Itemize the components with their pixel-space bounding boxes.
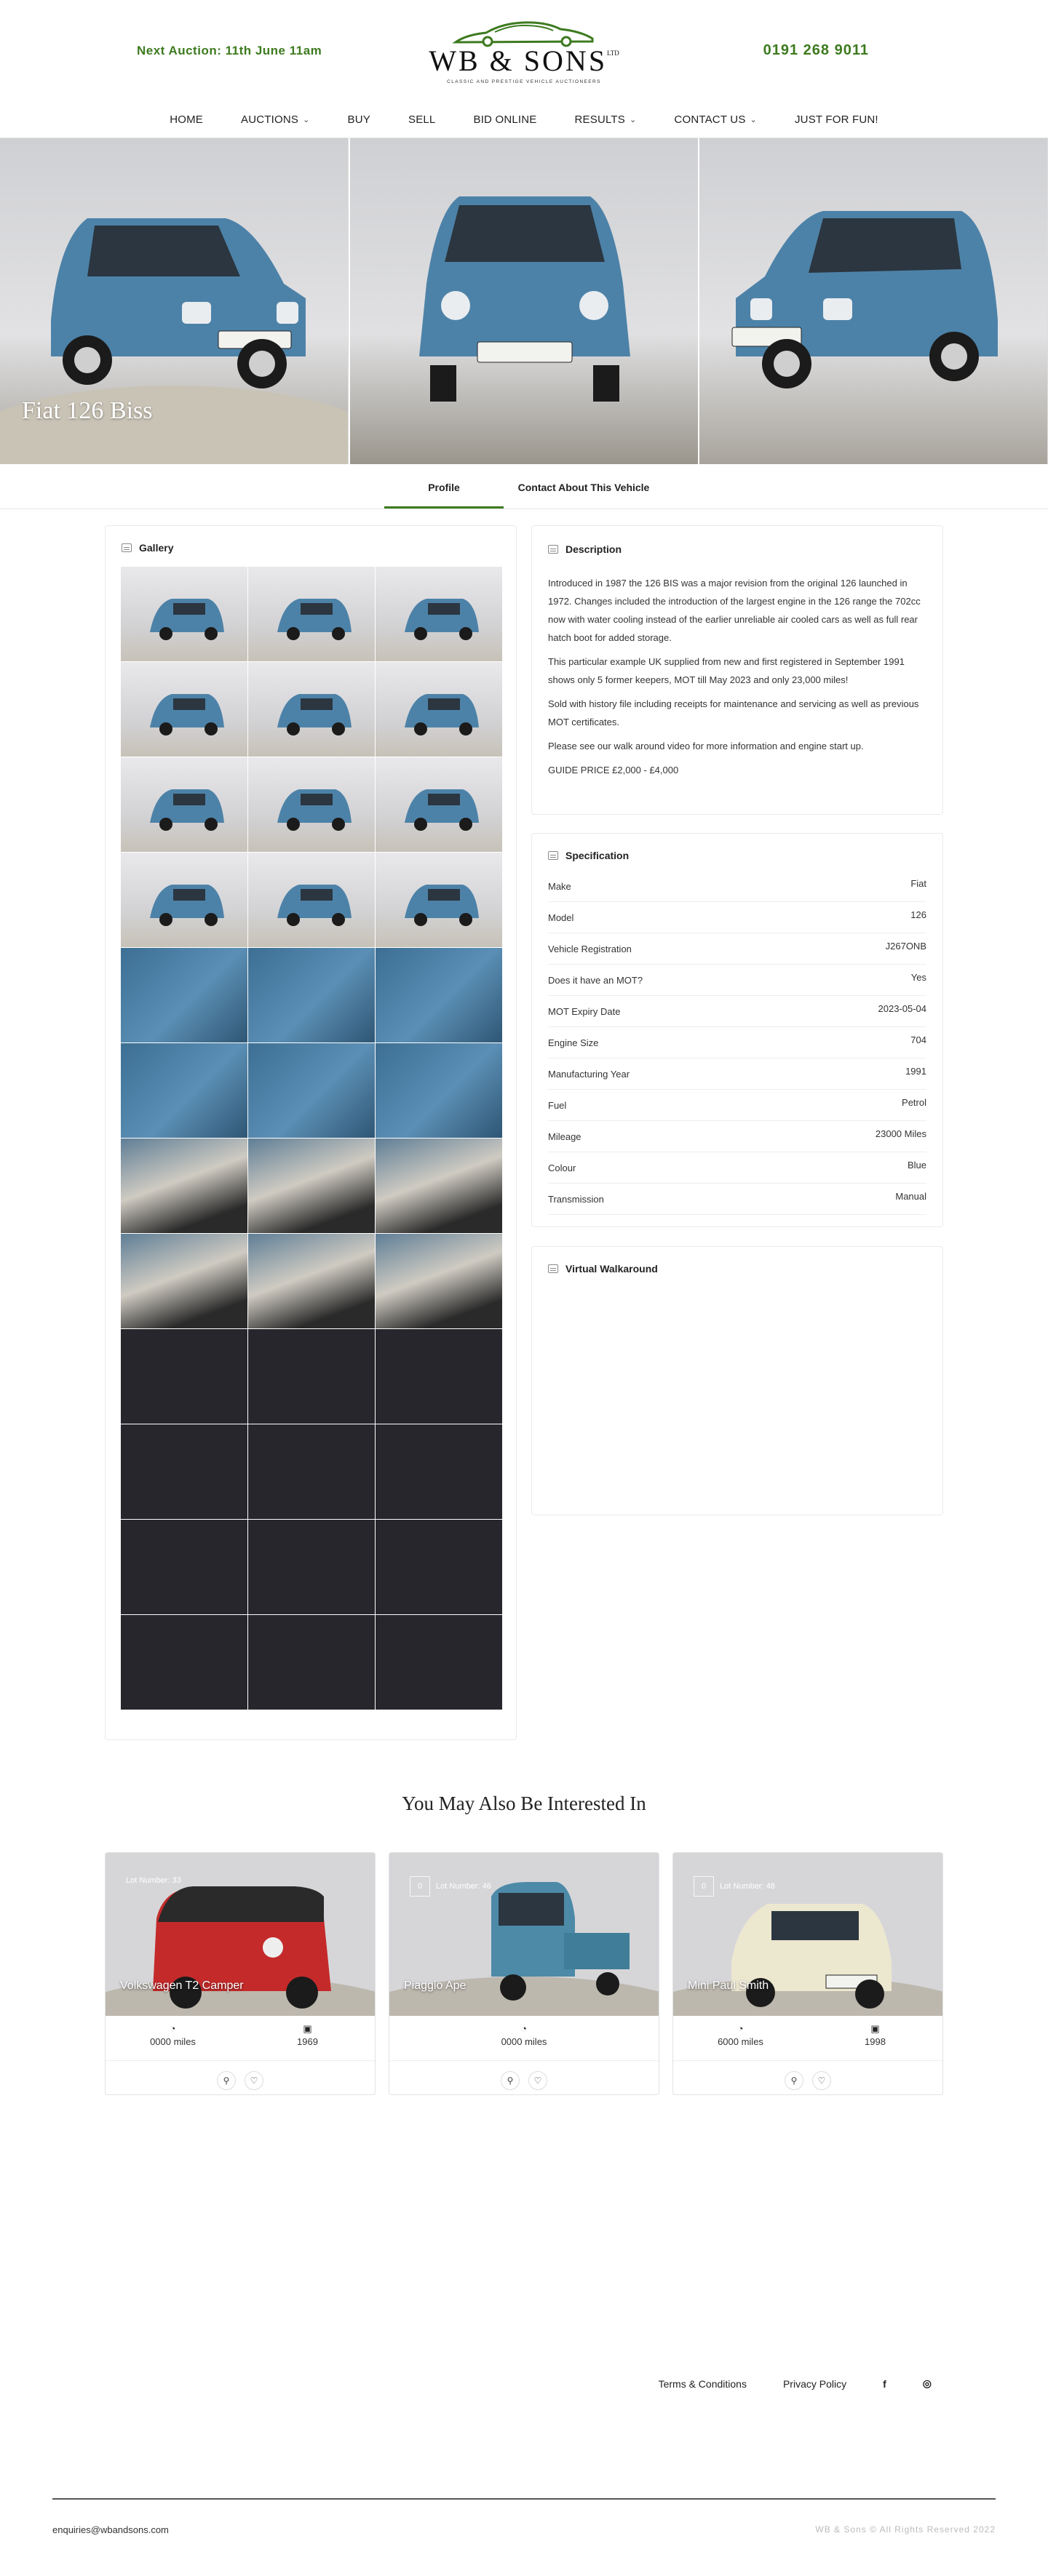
footer-links: [659, 2377, 932, 2390]
gallery-thumbnail-placeholder[interactable]: [248, 1520, 375, 1614]
spec-value: J267ONB: [885, 940, 926, 952]
gallery-thumbnail[interactable]: [376, 948, 502, 1042]
specification-card: [531, 833, 943, 1227]
mileage-value: 0000 miles: [501, 2036, 547, 2047]
spec-value: 2023-05-04: [878, 1002, 926, 1014]
list-icon: [548, 545, 558, 554]
spec-label: Colour: [548, 1162, 576, 1173]
car-thumbnail-graphic: [121, 853, 247, 947]
nav-item-bid-online[interactable]: [454, 113, 555, 126]
nav-item-just-for-fun[interactable]: [776, 113, 897, 126]
gallery-thumbnail[interactable]: [248, 757, 375, 852]
next-auction-text[interactable]: Next Auction: 11th June 11am: [137, 44, 322, 57]
logo-ltd: LTD: [607, 49, 619, 57]
gallery-thumbnail[interactable]: [248, 853, 375, 947]
gallery-thumbnail[interactable]: [376, 757, 502, 852]
gallery-thumbnail-placeholder[interactable]: [376, 1615, 502, 1710]
description-paragraph: Introduced in 1987 the 126 BIS was a major revision from the original 126 launched in 1972. Changes included the introduction of the largest engine in the 126 range the 702cc now with water cooling instead of the earlier unreliable air cooled cars as well as full rear hatch boot for added storage.: [548, 578, 921, 643]
specification-table: [548, 871, 926, 1215]
gallery-thumbnail-placeholder[interactable]: [121, 1424, 247, 1519]
nav-item-label: AUCTIONS: [241, 113, 299, 126]
lot-number: Lot Number: 33: [126, 1876, 181, 1885]
gallery-thumbnail[interactable]: [248, 1139, 375, 1233]
car-thumbnail-graphic: [121, 662, 247, 757]
car-thumbnail-graphic: [248, 853, 375, 947]
image-icon: [122, 543, 132, 552]
spec-row: [548, 1027, 926, 1058]
video-icon: [548, 1264, 558, 1273]
hero-image-front-right[interactable]: [698, 138, 1048, 464]
spec-value: 704: [910, 1034, 926, 1045]
spec-label: Fuel: [548, 1099, 567, 1111]
chevron-down-icon: ⌄: [750, 116, 757, 124]
gallery-thumbnail[interactable]: [248, 948, 375, 1042]
year-cell: [240, 2016, 375, 2060]
gallery-thumbnail[interactable]: [121, 853, 247, 947]
calendar-icon: ▣: [870, 2023, 880, 2034]
description-header: [548, 543, 926, 555]
nav-item-results[interactable]: [556, 113, 656, 126]
related-card-image[interactable]: [673, 1853, 942, 2016]
spec-row: [548, 1058, 926, 1090]
spec-value: Fiat: [910, 877, 926, 889]
heart-icon[interactable]: ♡: [245, 2071, 263, 2090]
spec-value: Blue: [907, 1159, 926, 1171]
gallery-thumbnail[interactable]: [248, 1043, 375, 1138]
chevron-down-icon: ⌄: [303, 116, 310, 124]
instagram-icon[interactable]: ◎: [922, 2377, 932, 2389]
spec-row: [548, 965, 926, 996]
gallery-thumbnail-placeholder[interactable]: [376, 1329, 502, 1424]
spec-label: MOT Expiry Date: [548, 1005, 621, 1017]
walkaround-title: Virtual Walkaround: [565, 1263, 658, 1275]
gallery-card: [105, 525, 517, 1740]
gallery-thumbnail[interactable]: [248, 567, 375, 661]
terms-link[interactable]: Terms & Conditions: [658, 2377, 747, 2390]
lot-badge: [410, 1876, 491, 1897]
description-paragraph: This particular example UK supplied from new and first registered in September 1991 shows only 5 former keepers, MOT till May 2023 and only 23,000 miles!: [548, 656, 905, 685]
spec-value: 23000 Miles: [875, 1128, 926, 1139]
gallery-thumbnail[interactable]: [121, 948, 247, 1042]
specification-title: Specification: [565, 850, 630, 861]
lot-badge: [126, 1876, 181, 1885]
tab-profile[interactable]: Profile: [384, 464, 504, 509]
gallery-header: [122, 542, 173, 554]
site-header: [0, 0, 1048, 138]
zoom-icon[interactable]: ⚲: [785, 2071, 803, 2090]
nav-item-sell[interactable]: [389, 113, 455, 126]
footer-divider: [52, 2498, 996, 2500]
related-card-image[interactable]: [389, 1853, 659, 2016]
gallery-thumbnail-placeholder[interactable]: [376, 1424, 502, 1519]
gallery-thumbnail[interactable]: [121, 662, 247, 757]
car-thumbnail-graphic: [248, 757, 375, 852]
car-thumbnail-graphic: [121, 567, 247, 661]
spec-row: [548, 933, 926, 965]
gallery-thumbnail[interactable]: [121, 1139, 247, 1233]
related-card-meta: [389, 2016, 659, 2061]
tab-contact-about-vehicle[interactable]: Contact About This Vehicle: [517, 482, 650, 493]
gallery-thumbnail[interactable]: [121, 757, 247, 852]
facebook-icon[interactable]: f: [883, 2377, 886, 2390]
spec-row: [548, 871, 926, 902]
car-thumbnail-graphic: [376, 662, 502, 757]
spec-label: Model: [548, 912, 574, 923]
related-card-image[interactable]: [106, 1853, 375, 2016]
logo-wordmark: WB & SONS: [429, 44, 608, 77]
related-card[interactable]: [672, 1852, 943, 2095]
related-card-actions: [389, 2061, 659, 2090]
related-card-meta: [106, 2016, 375, 2061]
phone-number[interactable]: 0191 268 9011: [763, 42, 869, 58]
description-paragraph: Sold with history file including receipts for maintenance and servicing as well as previous MOT certificates.: [548, 698, 919, 727]
speedometer-icon: ◔: [521, 2023, 527, 2034]
privacy-link[interactable]: Privacy Policy: [782, 2377, 847, 2390]
mileage-value: 6000 miles: [718, 2036, 763, 2047]
related-card-actions: [673, 2061, 942, 2090]
related-card-meta: [673, 2016, 942, 2061]
mileage-cell: [673, 2016, 808, 2060]
spec-row: [548, 1152, 926, 1184]
zoom-icon[interactable]: ⚲: [217, 2071, 236, 2090]
spec-label: Does it have an MOT?: [548, 974, 643, 986]
gallery-thumbnail[interactable]: [376, 1234, 502, 1328]
gallery-thumbnail[interactable]: [376, 662, 502, 757]
spec-row: [548, 1184, 926, 1215]
description-paragraph: Please see our walk around video for more information and engine start up.: [548, 741, 864, 751]
spec-value: Yes: [910, 971, 926, 983]
year-value: 1969: [297, 2036, 318, 2047]
nav-item-label: SELL: [408, 113, 436, 126]
footer-email[interactable]: enquiries@wbandsons.com: [52, 2524, 169, 2535]
related-card-title[interactable]: Piaggio Ape: [404, 1979, 467, 1992]
lot-number: Lot Number: 46: [436, 1882, 491, 1891]
logo-tagline: CLASSIC AND PRESTIGE VEHICLE AUCTIONEERS: [447, 79, 601, 84]
spec-value: 1991: [905, 1065, 926, 1077]
spec-label: Engine Size: [548, 1037, 599, 1048]
car-photo-front-right: [699, 138, 1047, 464]
car-photo-front: [350, 138, 698, 464]
car-thumbnail-graphic: [248, 662, 375, 757]
zoom-icon[interactable]: ⚲: [501, 2071, 520, 2090]
mileage-cell: [389, 2016, 659, 2060]
speedometer-icon: ◔: [737, 2023, 744, 2034]
lot-badge: [694, 1876, 775, 1897]
nav-item-label: CONTACT US: [674, 113, 746, 126]
car-thumbnail-graphic: [376, 853, 502, 947]
gallery-thumbnail[interactable]: [121, 1234, 247, 1328]
spec-label: Transmission: [548, 1193, 604, 1205]
nav-item-label: RESULTS: [574, 113, 625, 126]
gallery-thumbnail[interactable]: [248, 1234, 375, 1328]
nav-item-contact-us[interactable]: [655, 113, 776, 126]
gallery-thumbnail-placeholder[interactable]: [121, 1329, 247, 1424]
lot-box: 0: [694, 1876, 714, 1897]
walkaround-header: [548, 1263, 926, 1275]
spec-row: [548, 996, 926, 1027]
gallery-thumbnails: [121, 567, 502, 1710]
nav-item-label: BUY: [347, 113, 370, 126]
gallery-thumbnail[interactable]: [121, 1043, 247, 1138]
nav-item-label: HOME: [170, 113, 203, 126]
lot-number: Lot Number: 48: [720, 1882, 775, 1891]
spec-row: [548, 1090, 926, 1121]
gallery-thumbnail[interactable]: [376, 1139, 502, 1233]
year-cell: [808, 2016, 942, 2060]
list-icon: [548, 851, 558, 860]
spec-value: Manual: [895, 1190, 926, 1202]
site-logo[interactable]: [425, 19, 623, 100]
spec-label: Mileage: [548, 1131, 581, 1142]
speedometer-icon: ◔: [170, 2023, 176, 2034]
gallery-thumbnail[interactable]: [121, 567, 247, 661]
mileage-cell: [106, 2016, 240, 2060]
related-card-actions: [106, 2061, 375, 2090]
footer-copyright: WB & Sons © All Rights Reserved 2022: [815, 2524, 996, 2535]
gallery-thumbnail-placeholder[interactable]: [121, 1520, 247, 1614]
nav-item-label: BID ONLINE: [473, 113, 537, 126]
gallery-thumbnail-placeholder[interactable]: [248, 1329, 375, 1424]
nav-item-auctions[interactable]: [222, 113, 329, 126]
spec-label: Manufacturing Year: [548, 1068, 630, 1080]
gallery-thumbnail[interactable]: [376, 567, 502, 661]
nav-item-home[interactable]: [151, 113, 222, 126]
nav-item-buy[interactable]: [329, 113, 389, 126]
hero-image-front[interactable]: [349, 138, 699, 464]
spec-label: Vehicle Registration: [548, 943, 632, 954]
gallery-thumbnail[interactable]: [376, 1043, 502, 1138]
spec-row: [548, 902, 926, 933]
gallery-thumbnail-placeholder[interactable]: [248, 1615, 375, 1710]
guide-price: GUIDE PRICE £2,000 - £4,000: [548, 765, 679, 775]
heart-icon[interactable]: ♡: [812, 2071, 831, 2090]
vehicle-tabs: [0, 464, 1048, 509]
mileage-value: 0000 miles: [150, 2036, 196, 2047]
gallery-thumbnail[interactable]: [376, 853, 502, 947]
calendar-icon: ▣: [303, 2023, 312, 2034]
description-card: [531, 525, 943, 815]
vehicle-title: Fiat 126 Biss: [22, 397, 153, 424]
hero-gallery: [0, 138, 1048, 464]
description-title: Description: [565, 543, 622, 555]
car-thumbnail-graphic: [376, 757, 502, 852]
spec-value: 126: [910, 909, 926, 920]
spec-row: [548, 1121, 926, 1152]
specification-header: [548, 850, 926, 861]
hero-image-front-left[interactable]: [0, 138, 349, 464]
walkaround-card: [531, 1246, 943, 1515]
lot-box: 0: [410, 1876, 430, 1897]
car-thumbnail-graphic: [376, 567, 502, 661]
related-heading: You May Also Be Interested In: [402, 1793, 646, 1814]
year-value: 1998: [865, 2036, 886, 2047]
spec-label: Make: [548, 880, 571, 892]
main-nav: [0, 113, 1048, 126]
gallery-title: Gallery: [139, 542, 174, 554]
gallery-thumbnail-placeholder[interactable]: [121, 1615, 247, 1710]
related-card[interactable]: [389, 1852, 659, 2095]
gallery-thumbnail-placeholder[interactable]: [376, 1520, 502, 1614]
gallery-thumbnail[interactable]: [248, 662, 375, 757]
heart-icon[interactable]: ♡: [528, 2071, 547, 2090]
related-card-title[interactable]: Mini Paul Smith: [688, 1979, 769, 1992]
related-card[interactable]: [105, 1852, 376, 2095]
gallery-thumbnail-placeholder[interactable]: [248, 1424, 375, 1519]
car-thumbnail-graphic: [121, 757, 247, 852]
car-thumbnail-graphic: [248, 567, 375, 661]
nav-item-label: JUST FOR FUN!: [794, 113, 878, 126]
spec-value: Petrol: [902, 1096, 926, 1108]
related-card-title[interactable]: Volkswagen T2 Camper: [120, 1979, 244, 1992]
chevron-down-icon: ⌄: [630, 116, 637, 124]
